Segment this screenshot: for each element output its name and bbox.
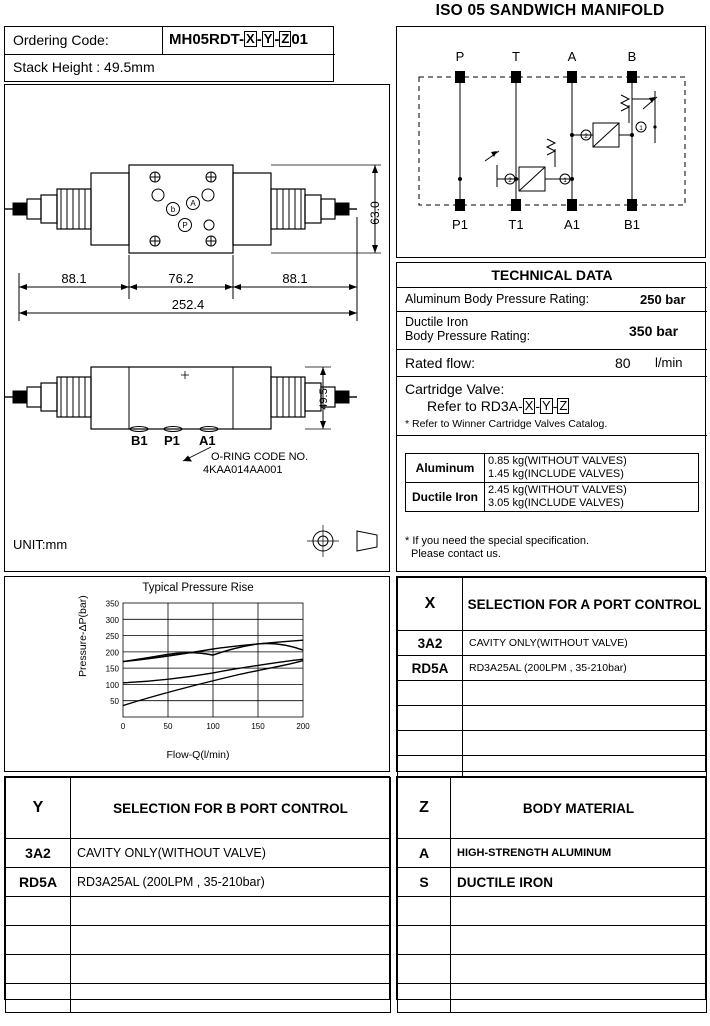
ordering-code-prefix: MH05RDT- <box>169 31 245 48</box>
x-row-3-desc <box>463 706 707 731</box>
ordering-code-dash2: - <box>274 31 280 48</box>
z-row-5-code <box>398 984 451 1013</box>
ordering-code-y: Y <box>263 31 273 46</box>
cartridge-code-y: Y <box>542 398 551 413</box>
face-mark-b: b <box>170 205 176 214</box>
schem-port-t: T <box>512 49 520 64</box>
weight-iron-line2: 3.05 kg(INCLUDE VALVES) <box>488 497 624 509</box>
y-row-3-code <box>6 926 71 955</box>
rated-flow-unit: l/min <box>655 355 683 370</box>
x-selection-table <box>397 577 707 781</box>
table-row[interactable] <box>398 868 707 897</box>
x-selection-panel <box>396 576 706 772</box>
ordering-code-label: Ordering Code: <box>13 32 109 48</box>
oring-label-line2: 4KAA014AA001 <box>203 464 283 476</box>
dim-88-left: 88.1 <box>61 271 87 286</box>
weight-values-iron <box>485 483 699 512</box>
weight-aluminum-line2: 1.45 kg(INCLUDE VALVES) <box>488 468 624 480</box>
table-header-row <box>398 778 707 839</box>
chart-ytick-100: 100 <box>105 680 119 690</box>
ordering-code-value <box>169 31 308 48</box>
schem-port-b: B <box>627 49 637 64</box>
schem-port-b1: B1 <box>624 217 640 232</box>
z-row-5-desc <box>451 984 707 1013</box>
chart-xtick-0: 0 <box>120 722 126 731</box>
chart-xtick-100: 100 <box>206 722 220 731</box>
weight-aluminum-line1: 0.85 kg(WITHOUT VALVES) <box>488 455 627 467</box>
pressure-rise-chart-panel <box>4 576 390 772</box>
table-row[interactable] <box>6 926 391 955</box>
table-row[interactable] <box>398 656 707 681</box>
y-row-1-code: RD5A <box>6 868 71 897</box>
chart-ytick-250: 250 <box>105 632 119 642</box>
z-row-2-code <box>398 897 451 926</box>
ordering-code-x: X <box>246 31 255 46</box>
y-row-3-desc <box>71 926 391 955</box>
technical-data-panel <box>396 262 706 572</box>
schem-port-p1: P1 <box>452 217 468 232</box>
y-row-5-code <box>6 984 71 1013</box>
port-label-a1: A1 <box>199 433 216 448</box>
table-row[interactable] <box>398 631 707 656</box>
ordering-code-dash1: - <box>256 31 262 48</box>
z-row-0-desc: HIGH-STRENGTH ALUMINUM <box>451 839 707 868</box>
table-row[interactable] <box>398 955 707 984</box>
hydraulic-schematic <box>397 27 705 257</box>
z-selection-table <box>397 777 707 1013</box>
weight-values-aluminum <box>485 454 699 483</box>
dimensional-drawing-panel <box>4 84 390 572</box>
schem-num-1b: 1 <box>639 125 643 132</box>
z-row-4-desc <box>451 955 707 984</box>
y-row-0-desc: CAVITY ONLY(WITHOUT VALVE) <box>71 839 391 868</box>
table-row[interactable] <box>398 984 707 1013</box>
table-row[interactable] <box>398 731 707 756</box>
weight-material-iron: Ductile Iron <box>406 483 485 512</box>
weight-material-aluminum: Aluminum <box>406 454 485 483</box>
ordering-code-row <box>5 27 335 55</box>
y-selection-table <box>5 777 391 1013</box>
chart-title: Typical Pressure Rise <box>142 582 254 594</box>
face-mark-p: P <box>182 221 188 230</box>
table-row[interactable] <box>398 839 707 868</box>
chart-x-axis-label: Flow-Q(l/min) <box>166 749 230 761</box>
y-row-4-desc <box>71 955 391 984</box>
port-label-b1: B1 <box>131 433 148 448</box>
dim-495: 49.5 <box>318 388 330 410</box>
port-label-p1: P1 <box>164 433 180 448</box>
x-row-0-code: 3A2 <box>398 631 463 656</box>
dim-total: 252.4 <box>171 297 205 312</box>
alum-pressure-value: 250 bar <box>640 292 686 307</box>
y-selection-panel <box>4 776 390 1000</box>
table-header-row <box>398 578 707 631</box>
table-row[interactable] <box>398 681 707 706</box>
chart-xtick-50: 50 <box>163 722 173 731</box>
chart-ytick-50: 50 <box>110 697 119 707</box>
x-row-0-desc: CAVITY ONLY(WITHOUT VALVE) <box>463 631 707 656</box>
chart-y-axis-label: Pressure-ΔP(bar) <box>77 595 89 677</box>
stack-height-row <box>5 55 335 81</box>
table-header-row <box>6 778 391 839</box>
schem-port-t1: T1 <box>508 217 524 232</box>
chart-plot <box>89 597 329 747</box>
stack-height-label: Stack Height : 49.5mm <box>13 59 155 75</box>
y-row-5-desc <box>71 984 391 1013</box>
oring-label-line1: O-RING CODE NO. <box>211 451 309 463</box>
schem-port-a: A <box>567 49 577 64</box>
chart-ytick-150: 150 <box>105 664 119 674</box>
z-row-1-desc: DUCTILE IRON <box>451 868 707 897</box>
schem-num-2b: 2 <box>584 133 588 140</box>
iron-pressure-label-line1: Ductile Iron <box>405 315 469 329</box>
z-row-4-code <box>398 955 451 984</box>
weight-iron-line1: 2.45 kg(WITHOUT VALVES) <box>488 484 627 496</box>
ordering-code-z: Z <box>281 31 290 46</box>
z-row-2-desc <box>451 897 707 926</box>
special-spec-note <box>405 535 589 560</box>
y-row-2-desc <box>71 897 391 926</box>
cartridge-code-z: Z <box>559 398 568 413</box>
rated-flow-label: Rated flow: <box>405 355 476 371</box>
y-row-1-desc: RD3A25AL (200LPM , 35-210bar) <box>71 868 391 897</box>
rated-flow-value: 80 <box>615 355 631 371</box>
table-row[interactable] <box>6 868 391 897</box>
x-row-4-code <box>398 731 463 756</box>
schem-port-a1: A1 <box>564 217 580 232</box>
z-row-0-code: A <box>398 839 451 868</box>
schem-port-p: P <box>455 49 465 64</box>
table-row[interactable] <box>6 955 391 984</box>
projection-symbol <box>307 525 377 557</box>
dim-76: 76.2 <box>168 271 194 286</box>
iron-pressure-label-line2: Body Pressure Rating: <box>405 329 531 343</box>
schem-num-2a: 2 <box>508 177 512 184</box>
table-row[interactable] <box>6 839 391 868</box>
x-row-2-code <box>398 681 463 706</box>
weight-table <box>405 453 699 512</box>
cartridge-label: Cartridge Valve: <box>405 381 505 397</box>
table-row[interactable] <box>6 897 391 926</box>
chart-ytick-300: 300 <box>105 615 119 625</box>
x-header-letter: X <box>398 578 463 631</box>
x-row-4-desc <box>463 731 707 756</box>
ordering-code-value-box <box>162 26 334 55</box>
iron-pressure-value: 350 bar <box>629 323 679 339</box>
table-row[interactable] <box>398 897 707 926</box>
special-spec-note-line1: * If you need the special specification. <box>405 535 590 547</box>
z-header-letter: Z <box>398 778 451 839</box>
schem-num-1a: 1 <box>563 177 567 184</box>
ordering-code-suffix: 01 <box>291 31 308 48</box>
cartridge-note: * Refer to Winner Cartridge Valves Catalog. <box>405 418 608 430</box>
x-row-1-desc: RD3A25AL (200LPM , 35-210bar) <box>463 656 707 681</box>
chart-xtick-150: 150 <box>251 722 265 731</box>
chart-ytick-350: 350 <box>105 599 119 609</box>
z-row-1-code: S <box>398 868 451 897</box>
unit-label: UNIT:mm <box>13 537 68 552</box>
chart-ytick-200: 200 <box>105 648 119 658</box>
x-row-3-code <box>398 706 463 731</box>
y-header-letter: Y <box>6 778 71 839</box>
z-row-3-code <box>398 926 451 955</box>
ordering-code-block <box>4 26 334 82</box>
table-row <box>406 483 699 512</box>
y-row-4-code <box>6 955 71 984</box>
cartridge-refer-text: Refer to RD3A- <box>427 398 523 414</box>
x-row-2-desc <box>463 681 707 706</box>
page-title: ISO 05 SANDWICH MANIFOLD <box>435 2 665 19</box>
cartridge-code-x: X <box>524 398 534 413</box>
dim-88-right: 88.1 <box>282 271 308 286</box>
z-header-text: BODY MATERIAL <box>451 778 707 839</box>
cartridge-refer: Refer to RD3A- X - Y - Z <box>427 398 568 414</box>
face-mark-a: A <box>190 199 196 208</box>
chart-xtick-200: 200 <box>296 722 310 731</box>
alum-pressure-label: Aluminum Body Pressure Rating: <box>405 292 590 306</box>
y-row-2-code <box>6 897 71 926</box>
y-header-text: SELECTION FOR B PORT CONTROL <box>71 778 391 839</box>
table-row[interactable] <box>398 706 707 731</box>
table-row[interactable] <box>398 926 707 955</box>
technical-data-title: TECHNICAL DATA <box>491 267 613 283</box>
hydraulic-schematic-panel <box>396 26 706 258</box>
z-selection-panel <box>396 776 706 1000</box>
table-row <box>406 454 699 483</box>
z-row-3-desc <box>451 926 707 955</box>
x-row-1-code: RD5A <box>398 656 463 681</box>
special-spec-note-line2: Please contact us. <box>411 547 501 560</box>
dim-63: 63.0 <box>368 201 382 225</box>
table-row[interactable] <box>6 984 391 1013</box>
y-row-0-code: 3A2 <box>6 839 71 868</box>
x-header-text: SELECTION FOR A PORT CONTROL <box>463 578 707 631</box>
dimensional-drawing <box>5 85 389 571</box>
